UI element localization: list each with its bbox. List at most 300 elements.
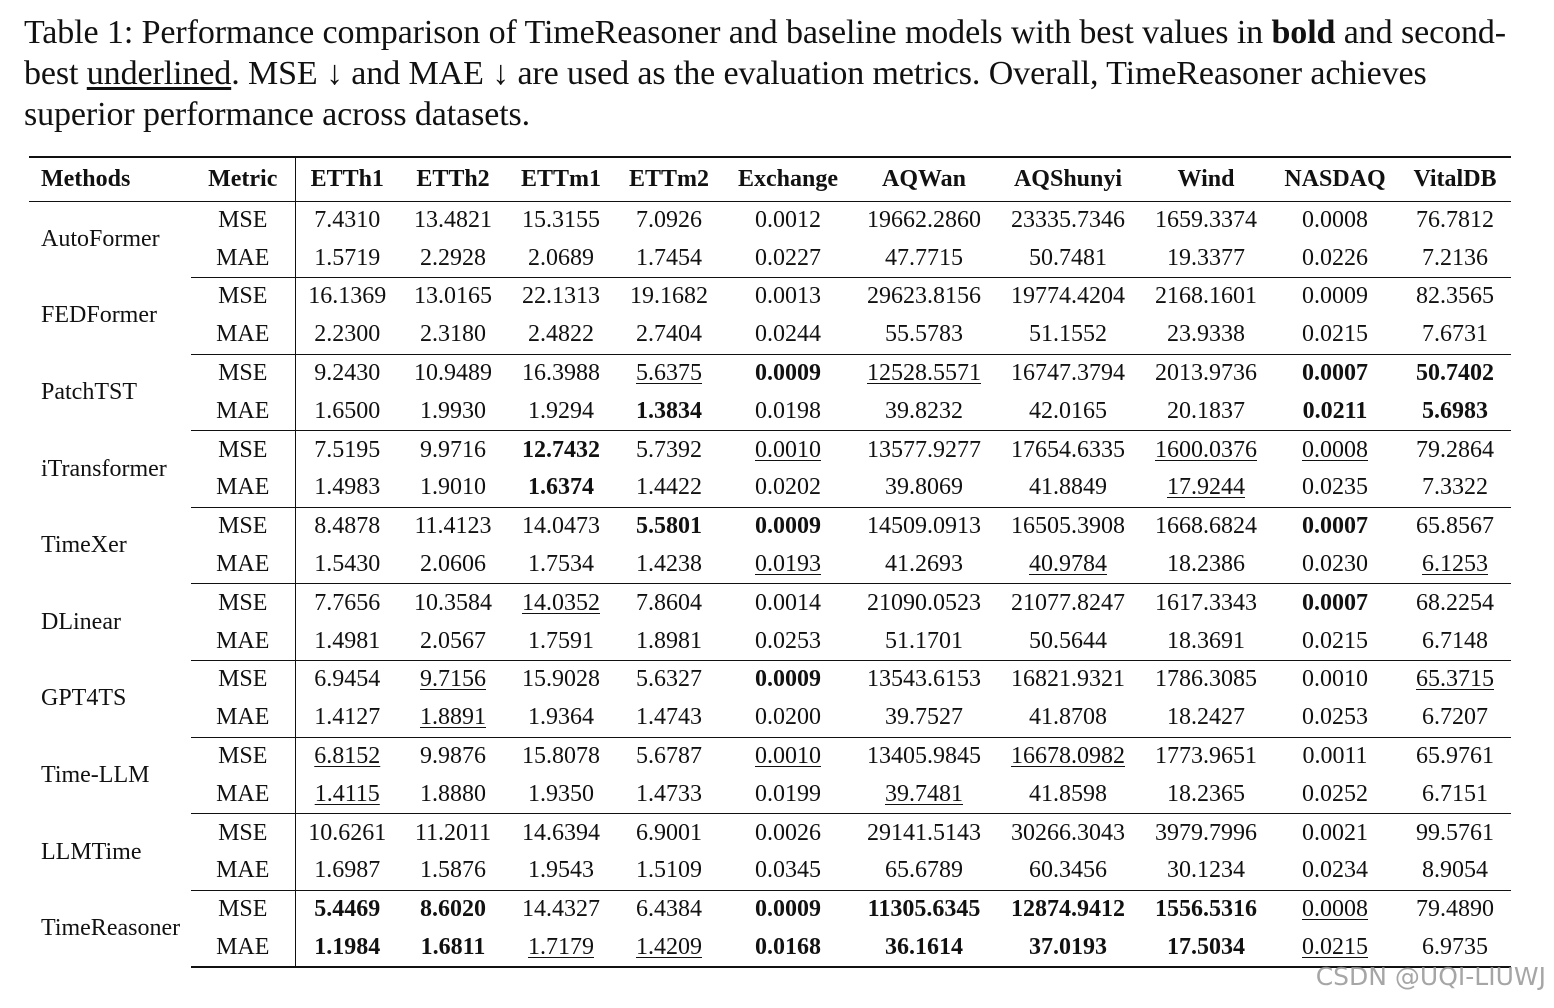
value-cell — [995, 392, 1141, 430]
value-cell — [1399, 890, 1511, 928]
value-text: 10.9489 — [414, 360, 492, 387]
value-cell — [1271, 392, 1399, 430]
value-text: 30266.3043 — [1011, 819, 1125, 846]
table-row — [29, 546, 1511, 584]
method-name: TimeXer — [41, 532, 127, 559]
value-cell — [1141, 201, 1271, 239]
value-cell — [995, 852, 1141, 890]
value-cell — [1399, 316, 1511, 354]
value-cell — [1141, 239, 1271, 277]
value-cell — [853, 507, 995, 545]
value-cell — [1141, 431, 1271, 469]
value-cell — [1141, 737, 1271, 775]
value-cell — [995, 699, 1141, 737]
results-table — [29, 156, 1511, 968]
value-cell — [615, 852, 723, 890]
value-text: 16.3988 — [522, 360, 600, 387]
metric-label: MSE — [191, 278, 295, 316]
table-row — [29, 737, 1511, 775]
value-cell — [507, 775, 615, 813]
value-text: 5.7392 — [636, 436, 702, 463]
value-text: 13405.9845 — [867, 743, 981, 770]
value-cell — [1271, 507, 1399, 545]
value-cell — [995, 661, 1141, 699]
caption-suffix: . MSE ↓ and MAE ↓ are used as the evaluation metrics. Overall, TimeReasoner achieves superior performance across datasets. — [24, 55, 1427, 133]
value-cell — [295, 469, 399, 507]
value-text: 18.2365 — [1167, 780, 1245, 807]
value-text: 0.0012 — [755, 206, 821, 233]
value-text: 16678.0982 — [1011, 743, 1125, 770]
table-row — [29, 699, 1511, 737]
value-text: 17654.6335 — [1011, 436, 1125, 463]
table-row — [29, 775, 1511, 813]
value-text: 1.4422 — [636, 474, 702, 501]
value-text: 19774.4204 — [1011, 283, 1125, 310]
value-cell — [1399, 392, 1511, 430]
value-text: 1.4733 — [636, 780, 702, 807]
value-text: 1.7591 — [528, 627, 594, 654]
value-cell — [723, 431, 853, 469]
value-cell — [723, 316, 853, 354]
watermark: CSDN @UQI-LIUWJ — [1315, 962, 1546, 991]
value-text: 0.0026 — [755, 819, 821, 846]
value-text: 1.6987 — [314, 857, 381, 884]
metric-label: MSE — [191, 890, 295, 928]
header-aqshunyi: AQShunyi — [995, 157, 1141, 201]
value-cell — [723, 201, 853, 239]
value-text: 42.0165 — [1029, 397, 1107, 424]
header-aqwan: AQWan — [853, 157, 995, 201]
value-text: 0.0227 — [755, 244, 821, 271]
value-text: 17.9244 — [1167, 474, 1245, 501]
value-cell — [399, 852, 507, 890]
value-cell — [995, 507, 1141, 545]
value-text: 82.3565 — [1416, 283, 1494, 310]
metric-label: MSE — [191, 814, 295, 852]
header-methods: Methods — [29, 157, 191, 201]
value-cell — [1141, 392, 1271, 430]
value-text: 8.4878 — [314, 513, 381, 540]
value-text: 9.9876 — [420, 743, 486, 770]
value-text: 0.0010 — [1302, 666, 1368, 693]
value-cell — [853, 814, 995, 852]
value-cell — [399, 278, 507, 316]
value-cell — [853, 661, 995, 699]
value-text: 1.5876 — [420, 857, 486, 884]
value-cell — [1271, 201, 1399, 239]
value-cell — [1141, 469, 1271, 507]
value-cell — [995, 929, 1141, 967]
value-text: 1773.9651 — [1155, 743, 1257, 770]
value-text: 51.1552 — [1029, 321, 1107, 348]
value-cell — [1271, 431, 1399, 469]
value-cell — [295, 890, 399, 928]
table-row — [29, 392, 1511, 430]
value-cell — [995, 239, 1141, 277]
value-text: 30.1234 — [1167, 857, 1245, 884]
value-text: 6.4384 — [636, 896, 702, 923]
value-text: 1.5430 — [314, 551, 381, 578]
value-text: 0.0253 — [1302, 704, 1368, 731]
value-text: 1786.3085 — [1155, 666, 1257, 693]
value-text: 1.8891 — [420, 704, 486, 731]
value-text: 41.8598 — [1029, 780, 1107, 807]
value-text: 40.9784 — [1029, 551, 1107, 578]
value-text: 65.8567 — [1416, 513, 1494, 540]
table-row — [29, 814, 1511, 852]
value-cell — [1271, 852, 1399, 890]
value-cell — [1399, 584, 1511, 622]
value-cell — [1141, 278, 1271, 316]
value-text: 23.9338 — [1167, 321, 1245, 348]
value-cell — [853, 622, 995, 660]
value-cell — [295, 354, 399, 392]
value-cell — [615, 890, 723, 928]
caption-bold-word: bold — [1271, 14, 1336, 51]
header-ettm1: ETTm1 — [507, 157, 615, 201]
value-text: 0.0215 — [1302, 627, 1368, 654]
table-row — [29, 201, 1511, 239]
value-cell — [615, 201, 723, 239]
value-cell — [853, 316, 995, 354]
value-text: 0.0021 — [1302, 819, 1368, 846]
value-cell — [1399, 354, 1511, 392]
value-text: 18.2386 — [1167, 551, 1245, 578]
value-text: 14.0473 — [522, 513, 600, 540]
value-cell — [1271, 239, 1399, 277]
metric-label: MAE — [191, 239, 295, 277]
value-text: 1.9930 — [420, 397, 486, 424]
value-cell — [1271, 354, 1399, 392]
value-cell — [295, 546, 399, 584]
value-text: 1.9350 — [528, 780, 594, 807]
value-text: 47.7715 — [885, 244, 963, 271]
value-cell — [853, 890, 995, 928]
value-cell — [399, 546, 507, 584]
value-cell — [507, 852, 615, 890]
value-text: 0.0226 — [1302, 244, 1368, 271]
value-cell — [995, 469, 1141, 507]
value-text: 0.0252 — [1302, 780, 1368, 807]
value-cell — [295, 201, 399, 239]
value-cell — [853, 584, 995, 622]
value-cell — [615, 737, 723, 775]
value-text: 18.2427 — [1167, 704, 1245, 731]
value-text: 23335.7346 — [1011, 206, 1125, 233]
value-cell — [995, 737, 1141, 775]
value-cell — [1399, 278, 1511, 316]
value-cell — [399, 737, 507, 775]
header-metric: Metric — [191, 157, 295, 201]
method-name: GPT4TS — [41, 685, 127, 712]
value-text: 6.9735 — [1422, 933, 1488, 960]
value-cell — [507, 661, 615, 699]
value-text: 1.5109 — [636, 857, 702, 884]
value-text: 0.0199 — [755, 780, 821, 807]
value-text: 0.0008 — [1302, 436, 1368, 463]
value-cell — [1141, 546, 1271, 584]
value-cell — [995, 316, 1141, 354]
value-text: 9.9716 — [420, 436, 486, 463]
value-cell — [399, 814, 507, 852]
value-text: 2.2300 — [314, 321, 381, 348]
value-text: 14509.0913 — [867, 513, 981, 540]
value-text: 1.3834 — [636, 397, 702, 424]
value-cell — [399, 890, 507, 928]
value-cell — [723, 852, 853, 890]
value-cell — [1399, 201, 1511, 239]
value-text: 7.0926 — [636, 206, 702, 233]
value-text: 8.9054 — [1422, 857, 1488, 884]
value-cell — [995, 354, 1141, 392]
value-text: 13543.6153 — [867, 666, 981, 693]
table-row — [29, 469, 1511, 507]
metric-label: MAE — [191, 469, 295, 507]
value-cell — [1399, 469, 1511, 507]
value-text: 0.0013 — [755, 283, 821, 310]
metric-label: MAE — [191, 775, 295, 813]
value-cell — [615, 814, 723, 852]
value-cell — [399, 316, 507, 354]
value-text: 65.9761 — [1416, 743, 1494, 770]
metric-label: MAE — [191, 316, 295, 354]
value-text: 21077.8247 — [1011, 589, 1125, 616]
value-text: 1668.6824 — [1155, 513, 1257, 540]
value-text: 15.3155 — [522, 206, 600, 233]
value-text: 7.5195 — [314, 436, 381, 463]
value-text: 1.4238 — [636, 551, 702, 578]
value-text: 1600.0376 — [1155, 436, 1257, 463]
value-cell — [507, 890, 615, 928]
value-text: 1.8880 — [420, 780, 486, 807]
value-cell — [995, 890, 1141, 928]
value-text: 0.0235 — [1302, 474, 1368, 501]
value-text: 0.0010 — [755, 743, 821, 770]
value-cell — [295, 699, 399, 737]
header-etth2: ETTh2 — [399, 157, 507, 201]
value-text: 1.4743 — [636, 704, 702, 731]
value-text: 14.4327 — [522, 896, 600, 923]
value-text: 39.7481 — [885, 780, 963, 807]
value-text: 1556.5316 — [1155, 896, 1257, 923]
value-text: 13.0165 — [414, 283, 492, 310]
value-text: 1.5719 — [314, 244, 381, 271]
value-text: 0.0215 — [1302, 321, 1368, 348]
value-cell — [723, 814, 853, 852]
value-text: 16.1369 — [308, 283, 387, 310]
value-cell — [1141, 814, 1271, 852]
value-cell — [723, 546, 853, 584]
value-cell — [1141, 661, 1271, 699]
value-text: 41.8849 — [1029, 474, 1107, 501]
value-cell — [1399, 239, 1511, 277]
value-text: 12.7432 — [522, 436, 600, 463]
value-text: 12528.5571 — [867, 360, 981, 387]
value-text: 22.1313 — [522, 283, 600, 310]
value-text: 1.4981 — [314, 627, 381, 654]
value-text: 17.5034 — [1167, 933, 1245, 960]
value-text: 11.2011 — [414, 819, 492, 846]
value-cell — [295, 814, 399, 852]
value-cell — [615, 584, 723, 622]
value-cell — [1271, 661, 1399, 699]
value-cell — [507, 201, 615, 239]
method-name: DLinear — [41, 608, 121, 635]
value-text: 21090.0523 — [867, 589, 981, 616]
table-row — [29, 622, 1511, 660]
value-text: 8.6020 — [420, 896, 486, 923]
value-cell — [507, 507, 615, 545]
value-cell — [295, 431, 399, 469]
value-text: 0.0007 — [1302, 513, 1368, 540]
table-row — [29, 431, 1511, 469]
value-text: 18.3691 — [1167, 627, 1245, 654]
value-cell — [1399, 852, 1511, 890]
value-text: 7.6731 — [1422, 321, 1488, 348]
value-text: 15.8078 — [522, 743, 600, 770]
value-cell — [399, 775, 507, 813]
value-cell — [399, 507, 507, 545]
value-cell — [615, 775, 723, 813]
value-text: 0.0200 — [755, 704, 821, 731]
value-cell — [1399, 737, 1511, 775]
value-cell — [295, 929, 399, 967]
value-text: 0.0168 — [755, 933, 821, 960]
value-cell — [853, 775, 995, 813]
metric-label: MSE — [191, 201, 295, 239]
value-text: 7.2136 — [1422, 244, 1488, 271]
value-text: 2.3180 — [420, 321, 486, 348]
value-text: 1.9364 — [528, 704, 594, 731]
value-cell — [1271, 622, 1399, 660]
value-text: 6.8152 — [314, 743, 381, 770]
metric-label: MSE — [191, 737, 295, 775]
value-cell — [295, 661, 399, 699]
caption-underlined-word: underlined — [86, 55, 232, 92]
value-cell — [1271, 316, 1399, 354]
value-cell — [1271, 775, 1399, 813]
value-text: 6.7207 — [1422, 704, 1488, 731]
metric-label: MAE — [191, 929, 295, 967]
method-name: iTransformer — [41, 455, 167, 482]
value-text: 20.1837 — [1167, 397, 1245, 424]
value-text: 1.7179 — [528, 933, 594, 960]
method-name: AutoFormer — [41, 226, 160, 253]
value-text: 1.9543 — [528, 857, 594, 884]
value-text: 6.7148 — [1422, 627, 1488, 654]
value-cell — [723, 622, 853, 660]
value-cell — [399, 622, 507, 660]
header-etth1: ETTh1 — [295, 157, 399, 201]
value-cell — [1271, 699, 1399, 737]
value-text: 6.9001 — [636, 819, 702, 846]
value-text: 0.0345 — [755, 857, 821, 884]
value-text: 13.4821 — [414, 206, 492, 233]
header-nasdaq: NASDAQ — [1271, 157, 1399, 201]
value-text: 11.4123 — [414, 513, 492, 540]
metric-label: MAE — [191, 392, 295, 430]
value-text: 36.1614 — [885, 933, 963, 960]
value-text: 12874.9412 — [1011, 896, 1125, 923]
value-cell — [295, 775, 399, 813]
metric-label: MSE — [191, 584, 295, 622]
value-text: 0.0253 — [755, 627, 821, 654]
method-name: TimeReasoner — [41, 915, 181, 942]
value-text: 0.0010 — [755, 436, 821, 463]
value-text: 9.2430 — [314, 360, 381, 387]
value-cell — [1271, 814, 1399, 852]
value-cell — [615, 622, 723, 660]
value-cell — [1399, 431, 1511, 469]
value-text: 0.0202 — [755, 474, 821, 501]
value-cell — [1141, 584, 1271, 622]
value-cell — [1399, 546, 1511, 584]
value-cell — [1271, 469, 1399, 507]
value-cell — [507, 814, 615, 852]
value-text: 19.1682 — [630, 283, 708, 310]
metric-label: MAE — [191, 622, 295, 660]
value-cell — [723, 699, 853, 737]
value-text: 6.9454 — [314, 666, 381, 693]
value-text: 1.6500 — [314, 397, 381, 424]
value-text: 2.4822 — [528, 321, 594, 348]
value-text: 14.0352 — [522, 589, 600, 616]
value-cell — [1141, 507, 1271, 545]
value-text: 50.7402 — [1416, 360, 1494, 387]
value-cell — [295, 278, 399, 316]
value-cell — [995, 278, 1141, 316]
value-text: 1.6811 — [420, 933, 486, 960]
value-text: 2013.9736 — [1155, 360, 1257, 387]
value-text: 1.4127 — [314, 704, 381, 731]
value-cell — [399, 354, 507, 392]
value-cell — [995, 201, 1141, 239]
value-cell — [1399, 622, 1511, 660]
value-cell — [1141, 622, 1271, 660]
value-text: 11305.6345 — [867, 896, 981, 923]
value-text: 0.0007 — [1302, 360, 1368, 387]
value-text: 0.0215 — [1302, 933, 1368, 960]
value-text: 10.6261 — [308, 819, 387, 846]
header-row — [29, 157, 1511, 201]
value-text: 79.4890 — [1416, 896, 1494, 923]
method-name: FEDFormer — [41, 302, 157, 329]
value-cell — [295, 316, 399, 354]
value-cell — [507, 584, 615, 622]
value-cell — [399, 392, 507, 430]
value-cell — [853, 699, 995, 737]
value-cell — [615, 392, 723, 430]
value-cell — [995, 814, 1141, 852]
value-cell — [853, 354, 995, 392]
value-text: 37.0193 — [1029, 933, 1107, 960]
metric-label: MAE — [191, 699, 295, 737]
value-cell — [507, 469, 615, 507]
value-cell — [723, 392, 853, 430]
value-text: 6.1253 — [1422, 551, 1488, 578]
value-text: 99.5761 — [1416, 819, 1494, 846]
value-cell — [615, 316, 723, 354]
value-text: 1.6374 — [528, 474, 594, 501]
value-cell — [995, 431, 1141, 469]
value-text: 0.0007 — [1302, 589, 1368, 616]
value-text: 5.6327 — [636, 666, 702, 693]
value-cell — [1399, 507, 1511, 545]
value-text: 0.0009 — [755, 360, 821, 387]
value-cell — [507, 699, 615, 737]
value-cell — [1141, 890, 1271, 928]
value-text: 1.7534 — [528, 551, 594, 578]
